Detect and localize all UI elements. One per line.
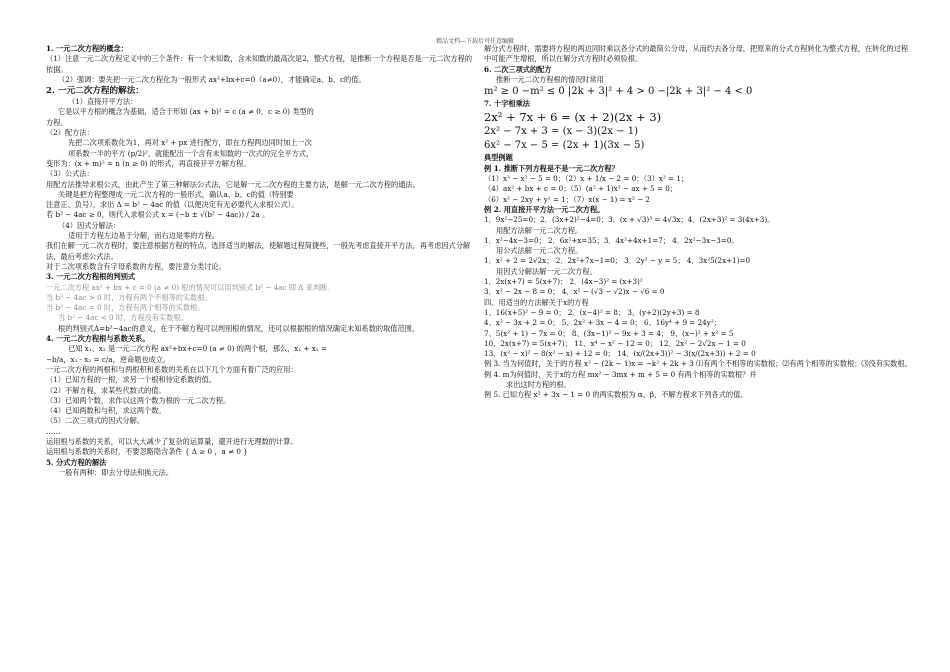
left-line: 方程。 <box>46 117 68 127</box>
left-line: 关键是把方程整理成一元二次方程的一般形式，确认a、b、c的值（特别要 <box>58 189 294 199</box>
left-line: （2）不解方程，求某些代数式的值。 <box>46 385 166 395</box>
left-line: 我们在解一元二次方程时，要注意根据方程的特点，选择适当的解法，使解题过程简捷些，一般先考虑直接开平方法，再考虑因式分解法，最后考虑公式法。 <box>46 241 471 261</box>
left-line: −b/a，x₁ · x₂ = c/a，逆命题也成立。 <box>46 354 171 364</box>
page-header: 精品文档---下载后可任意编辑 <box>435 38 515 45</box>
right-line: 1．2x(x+7) = 5(x+7)； 2．(4x−3)² = (x+3)² <box>484 277 643 287</box>
left-line: 已知 x₁、x₂ 是一元二次方程 ax²+bx+c=0 (a ≠ 0) 的两个根，那么，x₁ + x₂ = <box>68 344 328 354</box>
right-line: 解分式方程时，需要将方程的两边同时乘以各分式的最简公分母，从而约去各分母，把原来的分式方程转化为整式方程，在转化的过程中可能产生增根，所以在解分式方程时必须验根。 <box>484 44 909 64</box>
left-line: 对于二次项系数含有字母系数的方程，要注意分类讨论。 <box>46 261 226 271</box>
left-line: （4）已知两数和与积，求这两个数。 <box>46 406 166 416</box>
right-line: 例 2. 用直接开平方法一元二次方程。 <box>484 204 605 214</box>
right-line: 例 5. 已知方程 x² + 3x − 1 = 0 的两实数根为 α、β，不解方程求下列各式的值。 <box>484 390 748 400</box>
right-line: 四、用适当的方法解关于x的方程 <box>484 297 589 307</box>
left-line: 当 b² − 4ac < 0 时，方程没有实数根。 <box>58 313 188 323</box>
left-line: 根的判别式Δ=b²−4ac的意义，在于不解方程可以判别根的情况，还可以根据根的情况确定未知系数的取值范围。 <box>58 323 420 333</box>
left-line: 当 b² − 4ac > 0 时，方程有两个不相等的实数根。 <box>46 292 212 302</box>
right-line: 例 3. 当为何值时，关于的方程 x² − (2k − 1)x = −k² + 2k + 3 ⑴有两个不相等的实数根；⑵有两个相等的实数根；⑶没有实数根。 <box>484 359 912 369</box>
left-line: 一般有两种：即去分母法和换元法。 <box>58 467 174 477</box>
right-line: 4、x² − 3x + 2 = 0； 5、2x² + 3x − 4 = 0； 6、16y⁴ + 9 = 24y²； <box>484 318 721 328</box>
left-line: 它是以平方根的概念为基础，适合于形如 (ax + b)² = c (a ≠ 0，c ≥ 0) 类型的 <box>58 107 314 117</box>
left-line: 变形为：(x + m)² = n (n ≥ 0) 的形式，再直接开平方解方程。 <box>46 158 251 168</box>
left-line: 当 b² − 4ac = 0 时，方程有两个相等的实数根。 <box>46 303 205 313</box>
left-line: 1. 一元二次方程的概念： <box>46 44 128 53</box>
right-line: 用配方法解一元二次方程。 <box>496 225 583 235</box>
left-line: （4）因式分解法： <box>58 220 121 230</box>
left-line: 用配方法推导求根公式，由此产生了第三种解法公式法，它是解一元二次方程的主要方法，是解一元二次方程的通法。 <box>46 179 420 189</box>
right-line: 13、(x² − x)² − 8(x² − x) + 12 = 0； 14、(x/(2x+3))² − 3(x/(2x+3)) + 2 = 0 <box>484 349 756 359</box>
right-line: 例 1. 推断下列方程是不是一元二次方程？ <box>484 163 619 173</box>
right-line: 7、5(x² + 1) − 7x = 0； 8、(3x−1)² − 9x + 3 = 4； 9、(x−)² + x² = 5 <box>484 328 734 338</box>
right-line: （4）ax² + bx + c = 0；（5）(a² + 1)x² − ax + 5 = 0； <box>484 184 678 194</box>
right-column <box>484 44 912 401</box>
left-line: （1）已知方程的一根，求另一个根和待定系数的值。 <box>46 375 216 385</box>
right-line: 典型例题 <box>484 153 513 163</box>
left-line: …… <box>46 426 61 436</box>
right-line: 2x² − 7x + 3 = (x − 3)(2x − 1) <box>484 126 639 138</box>
left-line: 若 b² − 4ac ≥ 0，则代入求根公式 x = (−b ± √(b² − 4ac)) / 2a 。 <box>46 210 270 220</box>
right-line: 6. 二次三项式的配方 <box>484 64 552 74</box>
right-line: 10、2x(x+7) = 5(x+7)； 11、x⁴ − x² − 12 = 0； 12、2x² − 2√2x − 1 = 0 <box>484 338 746 348</box>
right-line: 7. 十字相乘法 <box>484 99 530 109</box>
left-line: 2. 一元二次方程的解法： <box>46 86 144 97</box>
right-line: 2x² + 7x + 6 = (x + 2)(2x + 3) <box>484 110 662 125</box>
left-line: 注意正、负号），求出 Δ = b² − 4ac 的值（以便决定有无必要代入求根公式）。 <box>46 200 299 210</box>
right-line: （1）x³ − x² − 5 = 0；（2）x + 1/x − 2 = 0；（3）x² = 1； <box>484 174 689 184</box>
left-line: （3）已知两个数，求作以这两个数为根的一元二次方程。 <box>46 395 231 405</box>
right-line: 例 4. m为何值时，关于x的方程 mx² − 3mx + m + 5 = 0 有两个相等的实数根？并 <box>484 369 757 379</box>
left-line: （2）强调：要先把一元二次方程化为一般形式 ax²+bx+c=0（a≠0），才能确定a、b、c的值。 <box>58 74 366 84</box>
left-line: 3. 一元二次方程根的判别式 <box>46 272 136 282</box>
right-line: 3．x² − 2x − 8 = 0； 4．x² − (√3 − √2)x − √6 = 0 <box>484 287 665 297</box>
right-line: m² ≥ 0 −m² ≤ 0 |2k + 3|² + 4 > 0 −|2k + 3|² − 4 < 0 <box>484 86 753 98</box>
left-column <box>46 44 474 478</box>
left-line: （5）二次三项式的因式分解。 <box>46 416 145 426</box>
left-line: （1）直接开平方法： <box>68 97 138 107</box>
right-line: （6）x² − 2xy + y² = 1；（7）x(x − 1) = x² − 2 <box>484 194 650 204</box>
right-line: 用因式分解法解一元二次方程。 <box>496 266 597 276</box>
right-line: 6x² − 7x − 5 = (2x + 1)(3x − 5) <box>484 140 645 152</box>
right-line: 1．x²−4x−3=0； 2．6x²+x=35；3．4x²+4x+1=7； 4．2x²−3x−3=0。 <box>484 235 739 245</box>
left-line: （1）注意一元二次方程定义中的三个条件：有一个未知数，含未知数的最高次是2，整式方程，是推断一个方程是否是一元二次方程的依据。 <box>46 54 473 74</box>
right-line: 求出这时方程的根。 <box>506 380 571 390</box>
left-line: 一元二次方程 ax² + bx + c = 0 (a ≠ 0) 根的情况可以用判别式 b² − 4ac 即 Δ 来判断。 <box>46 282 335 292</box>
left-line: （2）配方法： <box>46 128 94 138</box>
right-line: 1、16(x+5)² − 9 = 0； 2、(x−4)² = 8； 3、(y+2)(2y+3) = 8 <box>484 307 700 317</box>
right-line: 1．9x²−25=0；2．(3x+2)²−4=0；3．(x + √3)³ = 4√3x；4．(2x+3)² = 3(4x+3)。 <box>484 215 775 225</box>
left-line: 运用根与系数的关系时，不要忽略隐含条件 { Δ ≥ 0 ，a ≠ 0 } <box>46 447 248 457</box>
left-line: 5. 分式方程的解法 <box>46 457 107 467</box>
right-line: 推断一元二次方程根的情况时常用 <box>496 74 604 84</box>
left-line: 先把二次项系数化为1，再对 x² + px 进行配方，即在方程两边同时加上一次 <box>68 138 312 148</box>
left-line: （3）公式法： <box>46 169 94 179</box>
left-line: 一元二次方程的两根和与两根积和系数的关系在以下几个方面有着广泛的应用： <box>46 364 298 374</box>
right-line: 用公式法解一元二次方程。 <box>496 246 583 256</box>
right-line: 1．x² + 2 = 2√2x； 2．2x²+7x−1=0； 3．2y² − y = 5； 4．3x²5(2x+1)=0 <box>484 256 751 266</box>
left-line: 4. 一元二次方程根与系数关系。 <box>46 334 150 344</box>
left-line: 运用根与系数的关系，可以大大减少了复杂的运算量，避开进行无理数的计算。 <box>46 436 298 446</box>
left-line: 适用于方程左边易于分解，而右边是零的方程。 <box>68 231 219 241</box>
left-line: 项系数一半的平方 (p/2)²，就能配出一个含有未知数的一次式的完全平方式， <box>68 148 314 158</box>
